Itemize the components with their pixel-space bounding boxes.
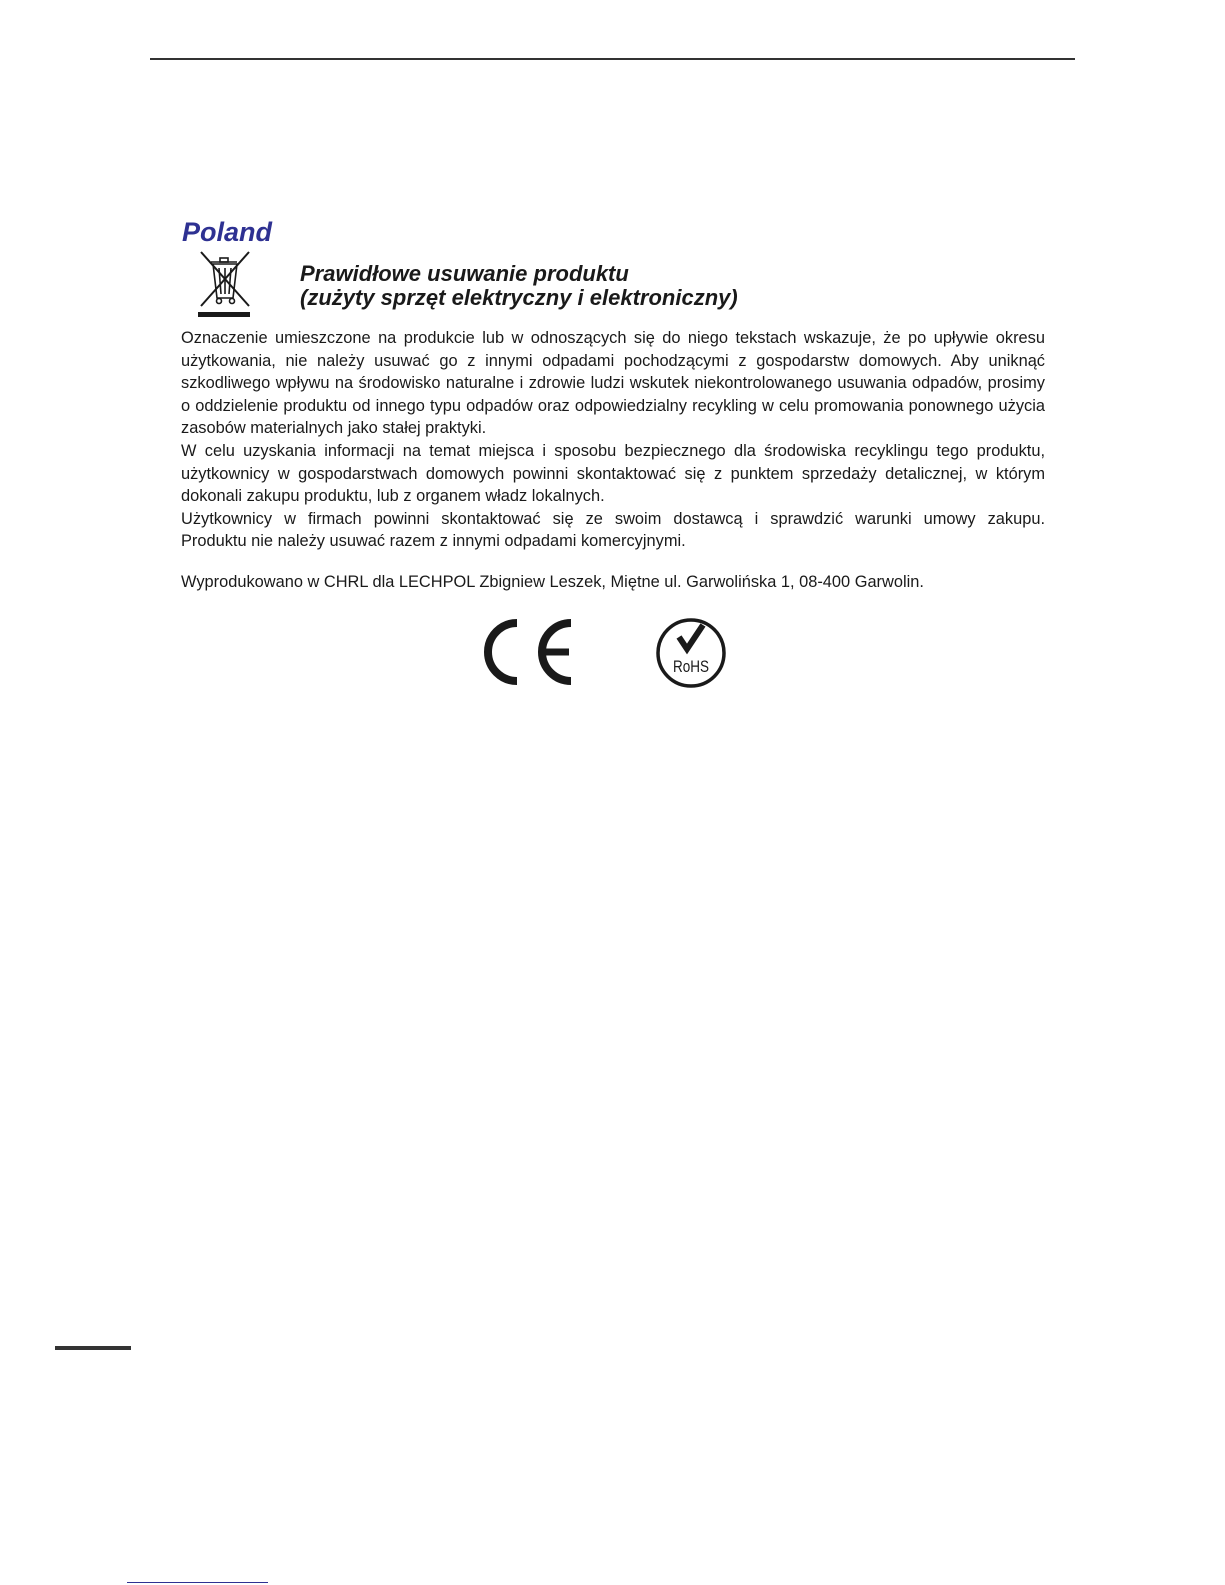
footer-line [127,1582,268,1583]
country-heading: Poland [182,217,273,247]
disposal-body [181,327,1045,553]
disposal-heading [300,262,738,310]
disposal-title-line1: Prawidłowe usuwanie produktu [300,261,629,286]
ce-mark-icon [481,617,576,687]
disposal-paragraph-2: W celu uzyskania informacji na temat miejsca i sposobu bezpiecznego dla środowiska recyklingu tego produktu, użytkownicy w gospodarstwach domowych powinni skontaktować się z punktem sprzedaży detalicznej, w którym dokonali zakupu produktu, lub z organem władz lokalnych. [181,441,1045,506]
rohs-mark-icon [655,617,727,689]
rohs-label: RoHS [673,657,709,676]
manufacturer-info: Wyprodukowano w CHRL dla LECHPOL Zbigniew Leszek, Miętne ul. Garwolińska 1, 08-400 Garwolin. [181,573,924,591]
disposal-paragraph-1: Oznaczenie umieszczone na produkcie lub w odnoszących się do niego tekstach wskazuje, że po upływie okresu użytkowania, nie należy usuwać go z innymi odpadami pochodzącymi z gospodarstw domowych. Aby uniknąć szkodliwego wpływu na środowisko naturalne i zdrowie ludzi wskutek niekontrolowanego usuwania odpadów, prosimy o oddzielenie produktu od innego typu odpadów oraz odpowiedzialny recykling w celu promowania ponownego użycia zasobów materialnych jako stałej praktyki. [181,329,1045,438]
disposal-paragraph-4: Produktu nie należy usuwać razem z innymi odpadami komercyjnymi. [181,532,686,551]
crossed-out-bin-icon [195,250,255,320]
disposal-title-line2: (zużyty sprzęt elektryczny i elektroniczny) [300,285,738,310]
top-rule [150,58,1075,60]
page-marker-rule [55,1346,131,1350]
disposal-paragraph-3: Użytkownicy w firmach powinni skontaktować się ze swoim dostawcą i sprawdzić warunki umowy zakupu. [181,509,1045,528]
